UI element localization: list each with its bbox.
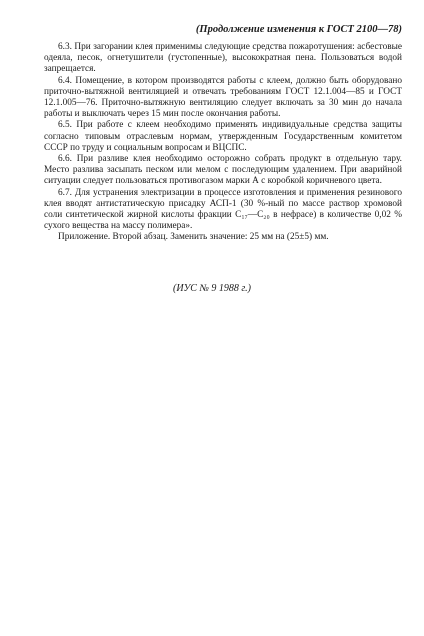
paragraph-appendix: Приложение. Второй абзац. Заменить значение: 25 мм на (25±5) мм.: [58, 232, 329, 243]
ius-reference: (ИУС № 9 1988 г.): [173, 283, 251, 294]
paragraph-6-6: 6.6. При разливе клея необходимо осторожно собрать продукт в отдельную тару. Место разлива засыпать песком или мелом с последующим удалением. При аварийной ситуации следует пользоваться противогазом марки А с коробкой коричневого цвета.: [44, 154, 402, 187]
document-body: [44, 42, 402, 244]
continuation-header: (Продолжение изменения к ГОСТ 2100—78): [195, 24, 402, 35]
paragraph-6-3: 6.3. При загорании клея применимы следующие средства пожаротушения: асбестовые одеяла, песок, огнетушители (густопенные), высокократная пена. Пользоваться водой запрещается.: [44, 42, 402, 75]
paragraph-6-5: 6.5. При работе с клеем необходимо применять индивидуальные средства защиты согласно типовым отраслевым нормам, утвержденным Государственным комитетом СССР по труду и социальным вопросам и ВЦСПС.: [44, 120, 402, 153]
paragraph-6-4: 6.4. Помещение, в котором производятся работы с клеем, должно быть оборудовано приточно-вытяжной вентиляцией и отвечать требованиям ГОСТ 12.1.004—85 и ГОСТ 12.1.005—76. Приточно-вытяжную вентиляцию следует включать за 30 мин до начала работы и выключать через 15 мин после окончания работы.: [44, 75, 402, 120]
paragraph-6-7: 6.7. Для устранения электризации в процессе изготовления и применения резинового клея вводят антистатическую присадку АСП-1 (30 %-ный по массе раствор хромовой соли синтетической жирной кислоты фракции С₁₇—С₂₀ в нефрасе) в количестве 0,02 % сухого вещества на массу полимера».: [44, 187, 402, 232]
